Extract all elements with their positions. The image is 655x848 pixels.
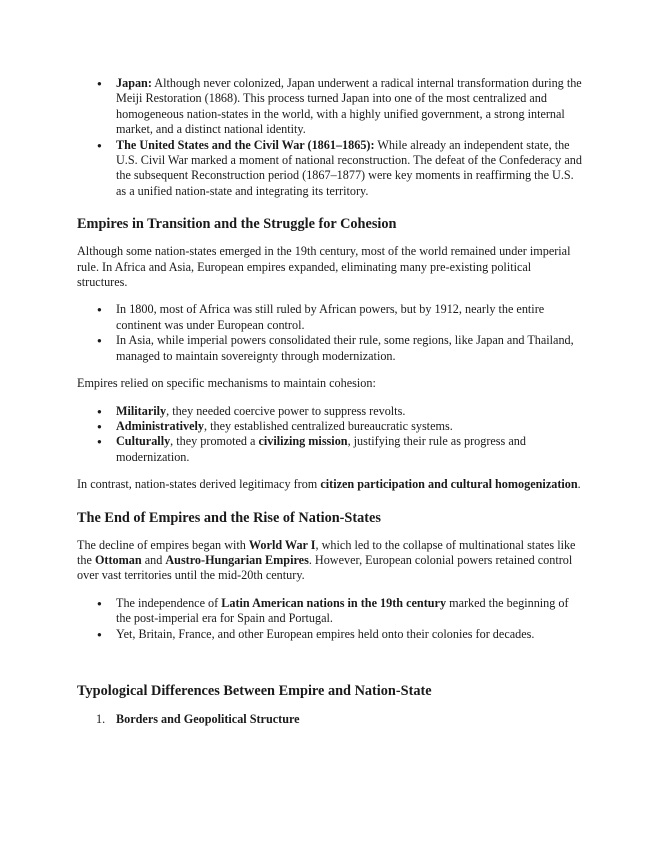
list-item — [77, 434, 582, 465]
text-run: The decline of empires began with — [77, 537, 249, 552]
bold-term: Latin American nations in the 19th century — [221, 595, 447, 610]
bold-term: citizen participation and cultural homogenization — [320, 477, 578, 492]
cohesion-list — [77, 404, 582, 466]
bold-term: Militarily — [116, 403, 167, 418]
list-item-text: While already an independent state, the U.S. Civil War marked a moment of national reconstruction. The defeat of the Confederacy and the subsequent Reconstruction period (1867–1877) were key moments in reaffirming the U.S. as a unified nation-state and integrating its territory. — [116, 137, 582, 198]
bold-term: World War I — [248, 537, 316, 552]
bold-lead: The United States and the Civil War (1861–1865): — [116, 137, 375, 152]
text-run: and — [141, 552, 166, 567]
list-item — [77, 138, 582, 200]
bold-lead: Japan: — [116, 76, 152, 90]
list-item-text: , they promoted a — [170, 434, 259, 449]
section-heading: Typological Differences Between Empire and Nation-State — [77, 682, 432, 699]
paragraph: Although some nation-states emerged in the 19th century, most of the world remained under imperial rule. In Africa and Asia, European empires expanded, eliminating many pre-existing political structures. — [77, 244, 571, 290]
section-heading: Empires in Transition and the Struggle for Cohesion — [77, 216, 397, 233]
bold-term: Culturally — [116, 434, 171, 449]
list-item: ● In 1800, most of Africa was still ruled by African powers, but by 1912, nearly the entire continent was under European control. — [77, 302, 582, 333]
bold-term: Ottoman — [94, 552, 142, 567]
list-item-text: , they established centralized bureaucratic systems. — [204, 418, 453, 433]
list-item-text: Although never colonized, Japan underwent a radical internal transformation during the Meiji Restoration (1868). This process turned Japan into one of the most centralized and homogeneous nation-states in the world, with a highly unified government, a strong internal market, and a distinct national identity. — [116, 76, 582, 137]
list-item-text: , they needed coercive power to suppress revolts. — [166, 403, 406, 418]
bold-term: Borders and Geopolitical Structure — [116, 711, 300, 726]
list-item — [77, 76, 582, 138]
intro-list — [77, 76, 582, 199]
bold-term: civilizing mission — [258, 434, 348, 449]
list-item-text: , justifying their rule as progress and modernization. — [116, 434, 526, 464]
text-run: marked the beginning of the post-imperial era for Spain and Portugal. — [116, 595, 569, 626]
independence-list — [77, 596, 582, 642]
africa-asia-list — [77, 302, 582, 364]
list-item: ● Yet, Britain, France, and other European empires held onto their colonies for decades. — [77, 627, 582, 642]
list-item — [77, 404, 582, 419]
section-heading: The End of Empires and the Rise of Nation-States — [77, 509, 381, 526]
bold-term: Austro-Hungarian Empires — [165, 552, 309, 567]
text-run: In contrast, nation-states derived legitimacy from — [77, 477, 321, 492]
list-number: 1. — [96, 711, 106, 726]
bold-term: Administratively — [116, 418, 205, 433]
numbered-list — [77, 712, 582, 727]
text-run: . However, European colonial powers retained control over vast territories until the mid-20th century. — [77, 552, 573, 583]
text-run: . — [577, 477, 581, 492]
text-run: , which led to the collapse of multinational states like the — [77, 537, 576, 567]
list-item — [77, 712, 582, 727]
paragraph: Empires relied on specific mechanisms to maintain cohesion: — [77, 376, 376, 391]
text-run: The independence of — [116, 595, 222, 610]
list-item — [77, 596, 582, 627]
paragraph — [77, 477, 582, 492]
list-item — [77, 419, 582, 434]
document-body — [77, 76, 582, 727]
list-item: ● In Asia, while imperial powers consolidated their rule, some regions, like Japan and Thailand, managed to maintain sovereignty through modernization. — [77, 333, 582, 364]
paragraph — [77, 538, 582, 584]
